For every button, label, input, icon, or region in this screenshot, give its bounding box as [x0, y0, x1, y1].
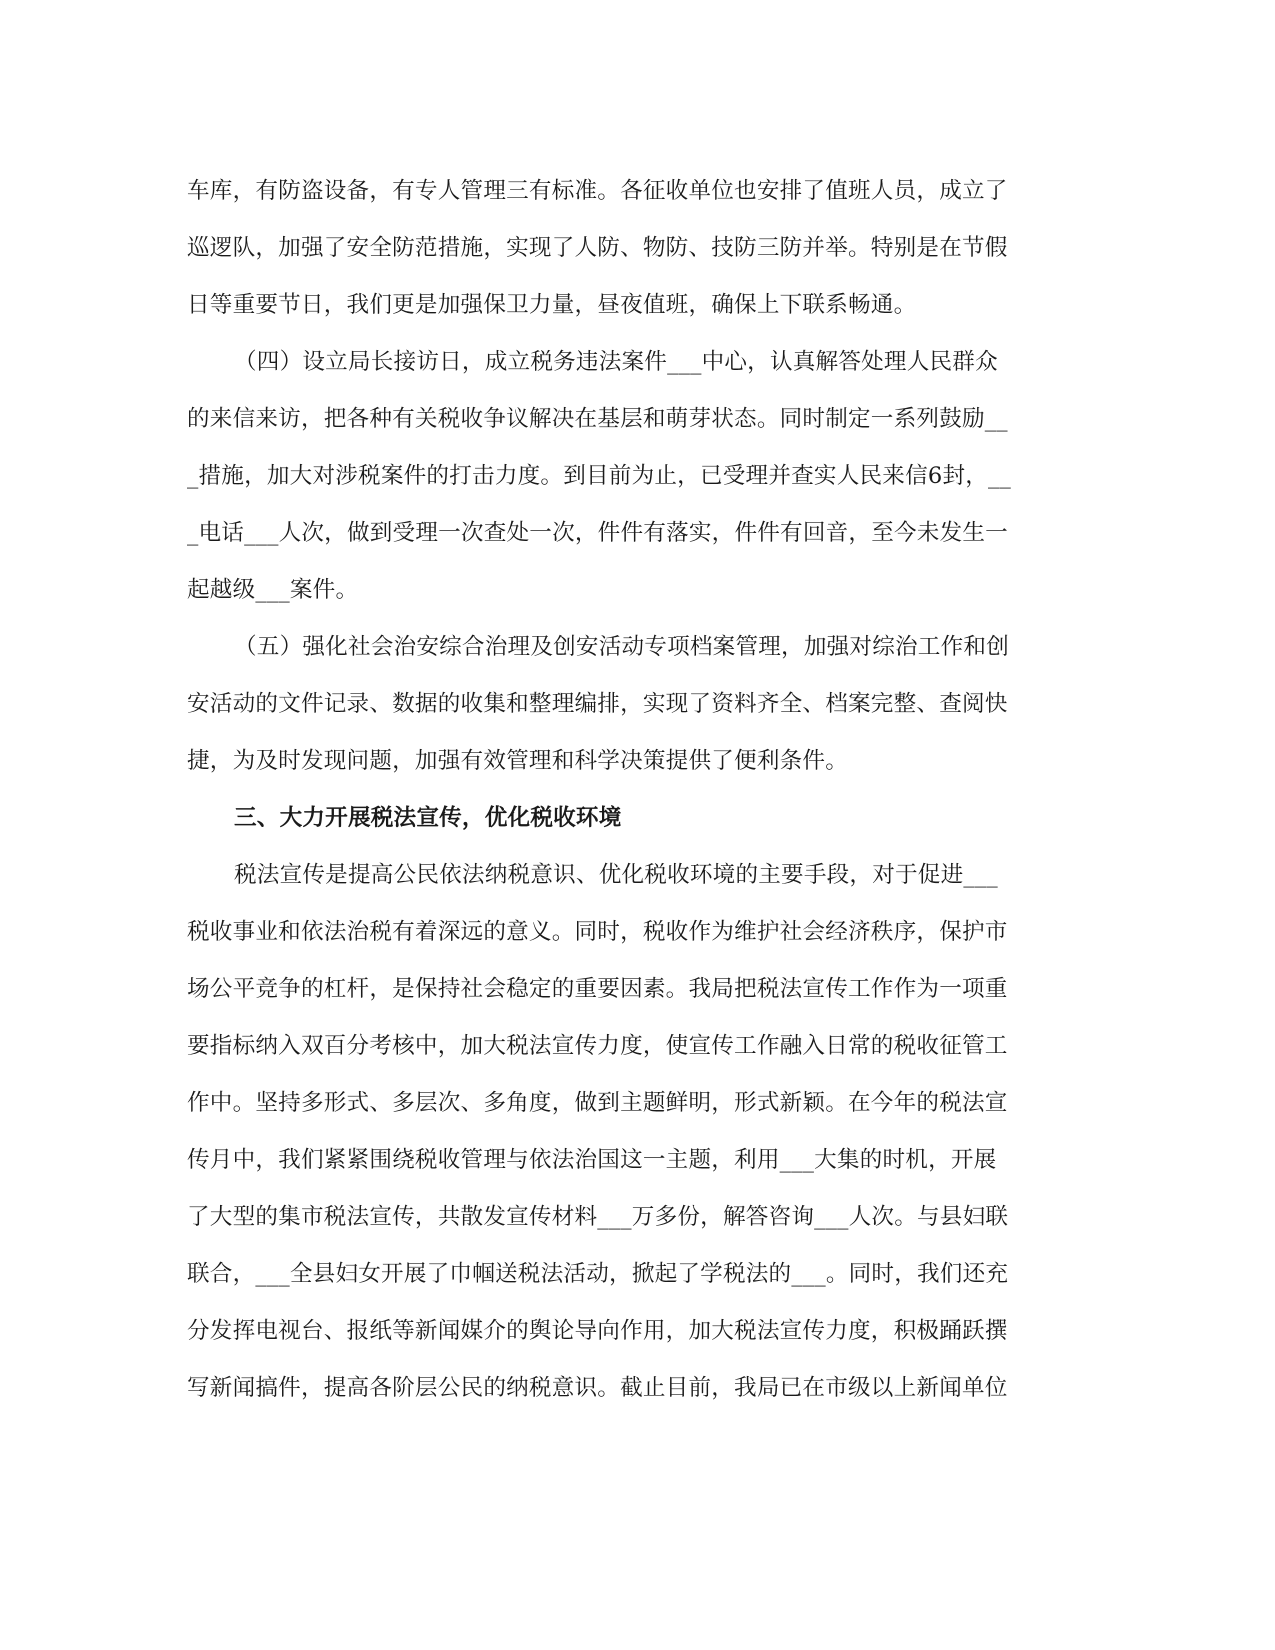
section-heading: 三、大力开展税法宣传，优化税收环境 — [234, 805, 622, 831]
body-line: 联合，___全县妇女开展了巾帼送税法活动，掀起了学税法的___。同时，我们还充 — [187, 1261, 1009, 1287]
paragraph-start-line: （五）强化社会治安综合治理及创安活动专项档案管理，加强对综治工作和创 — [234, 634, 1009, 660]
body-line: _电话___人次，做到受理一次查处一次，件件有落实，件件有回音，至今未发生一 — [187, 520, 1008, 546]
body-line: 巡逻队，加强了安全防范措施，实现了人防、物防、技防三防并举。特别是在节假 — [187, 235, 1008, 261]
body-line: 车库，有防盗设备，有专人管理三有标准。各征收单位也安排了值班人员，成立了 — [187, 178, 1008, 204]
body-line: _措施，加大对涉税案件的打击力度。到目前为止，已受理并查实人民来信6封，__ — [187, 463, 1012, 489]
body-line: 分发挥电视台、报纸等新闻媒介的舆论导向作用，加大税法宣传力度，积极踊跃撰 — [187, 1318, 1008, 1344]
body-line: 要指标纳入双百分考核中，加大税法宣传力度，使宣传工作融入日常的税收征管工 — [187, 1033, 1008, 1059]
body-line: 起越级___案件。 — [187, 577, 359, 603]
document-body — [187, 163, 1087, 1417]
body-line: 税收事业和依法治税有着深远的意义。同时，税收作为维护社会经济秩序，保护市 — [187, 919, 1008, 945]
paragraph-start-line: 税法宣传是提高公民依法纳税意识、优化税收环境的主要手段，对于促进___ — [234, 862, 998, 888]
body-line: 日等重要节日，我们更是加强保卫力量，昼夜值班，确保上下联系畅通。 — [187, 292, 917, 318]
body-line: 传月中，我们紧紧围绕税收管理与依法治国这一主题，利用___大集的时机，开展 — [187, 1147, 997, 1173]
body-line: 作中。坚持多形式、多层次、多角度，做到主题鲜明，形式新颖。在今年的税法宣 — [187, 1090, 1008, 1116]
body-line: 安活动的文件记录、数据的收集和整理编排，实现了资料齐全、档案完整、查阅快 — [187, 691, 1008, 717]
paragraph-start-line: （四）设立局长接访日，成立税务违法案件___中心，认真解答处理人民群众 — [234, 349, 998, 375]
body-line: 了大型的集市税法宣传，共散发宣传材料___万多份，解答咨询___人次。与县妇联 — [187, 1204, 1009, 1230]
body-line: 写新闻搞件，提高各阶层公民的纳税意识。截止目前，我局已在市级以上新闻单位 — [187, 1375, 1008, 1401]
body-line: 捷，为及时发现问题，加强有效管理和科学决策提供了便利条件。 — [187, 748, 849, 774]
body-line: 场公平竞争的杠杆，是保持社会稳定的重要因素。我局把税法宣传工作作为一项重 — [187, 976, 1008, 1002]
body-line: 的来信来访，把各种有关税收争议解决在基层和萌芽状态。同时制定一系列鼓励__ — [187, 406, 1008, 432]
